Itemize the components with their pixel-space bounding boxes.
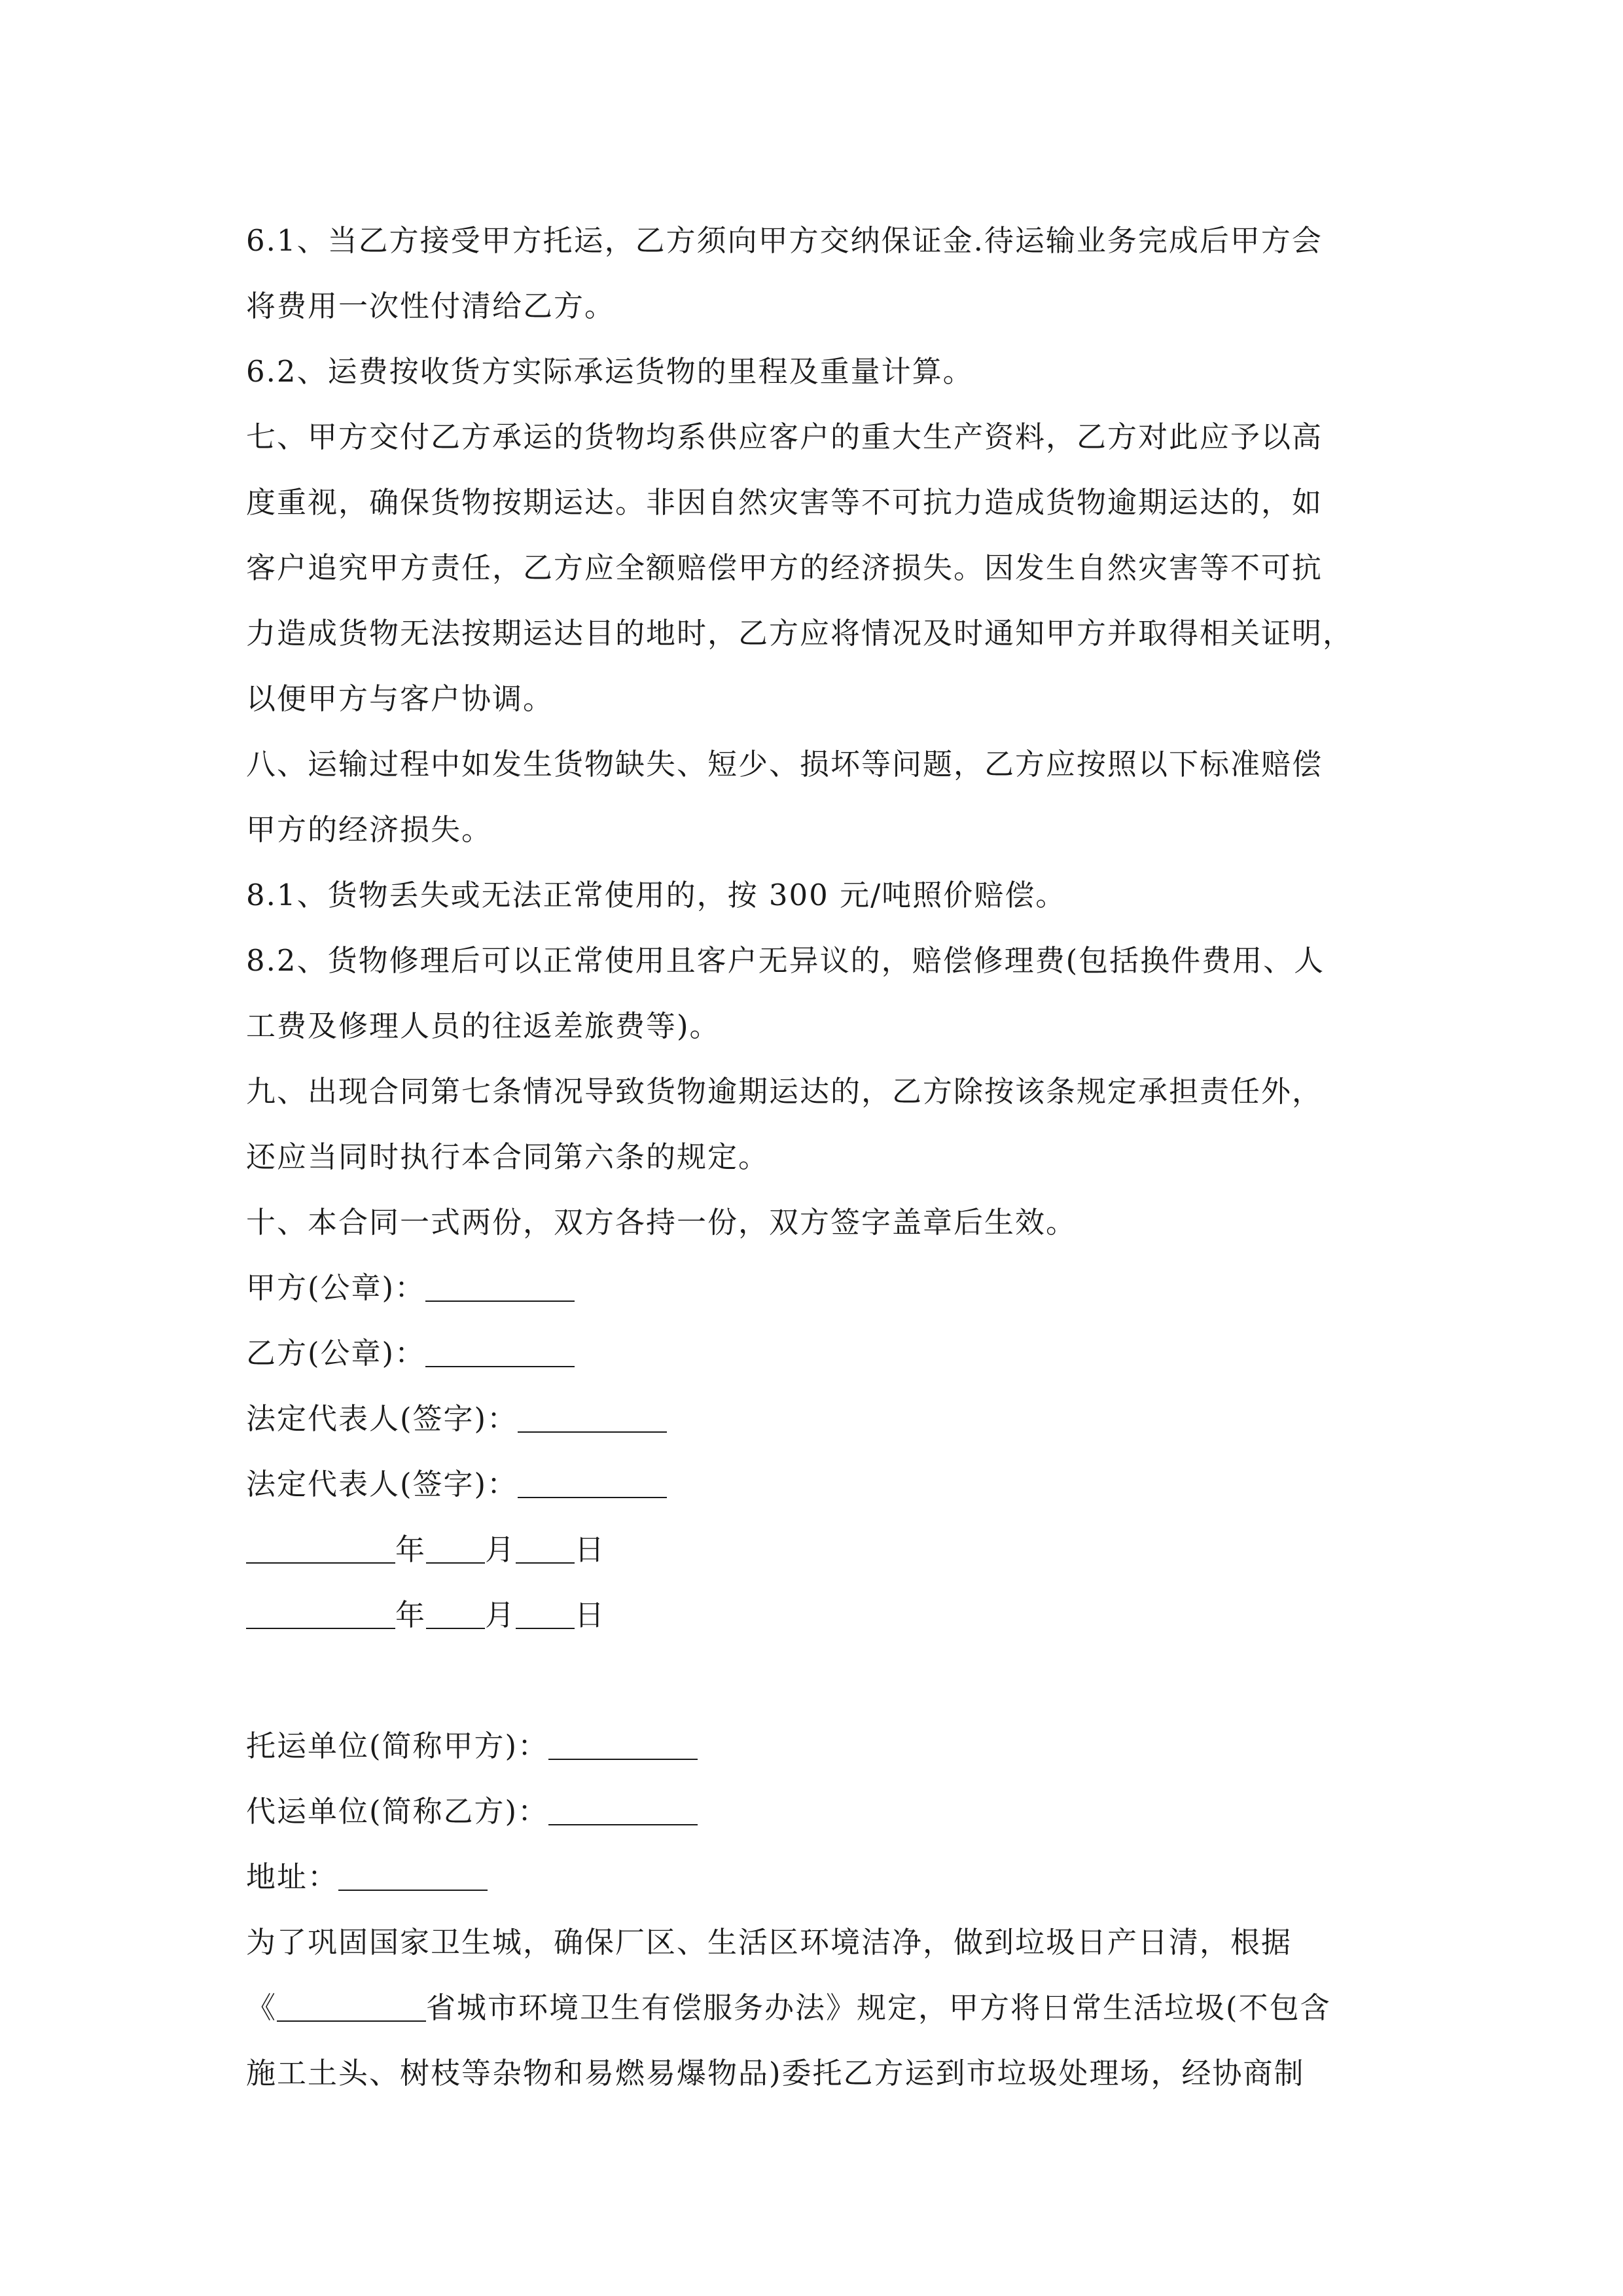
day-label: 日	[575, 1598, 606, 1632]
text-line: 客户追究甲方责任，乙方应全额赔偿甲方的经济损失。因发生自然灾害等不可抗	[246, 550, 1323, 585]
date-line-2	[246, 1583, 1398, 1648]
text-line: 力造成货物无法按期运达目的地时，乙方应将情况及时通知甲方并取得相关证明，	[246, 616, 1354, 651]
consignor-label: 托运单位(简称甲方)：	[246, 1729, 549, 1763]
text-line: 九、出现合同第七条情况导致货物逾期运达的，乙方除按该条规定承担责任外，	[246, 1074, 1323, 1109]
text-line: 甲方的经济损失。	[246, 812, 493, 847]
text-line: 还应当同时执行本合同第六条的规定。	[246, 1139, 770, 1174]
document-body	[246, 208, 1398, 2106]
legal-rep-label-2: 法定代表人(签字)：	[246, 1467, 518, 1501]
month-blank[interactable]	[426, 1599, 485, 1629]
address-blank[interactable]	[338, 1861, 488, 1891]
party-a-seal-blank[interactable]	[425, 1272, 575, 1302]
party-b-seal-label: 乙方(公章)：	[246, 1336, 426, 1371]
text-line: 施工土头、树枝等杂物和易燃易爆物品)委托乙方运到市垃圾处理场，经协商制	[246, 2056, 1305, 2090]
address-line	[246, 1844, 1398, 1910]
intro-prefix: 《	[246, 1990, 277, 2025]
carrier-line	[246, 1779, 1398, 1844]
party-b-seal-line	[246, 1321, 1398, 1386]
month-blank[interactable]	[426, 1534, 485, 1564]
text-line: 8.1、货物丢失或无法正常使用的，按 300 元/吨照价赔偿。	[246, 878, 1067, 912]
text-line: 度重视，确保货物按期运达。非因自然灾害等不可抗力造成货物逾期运达的，如	[246, 485, 1323, 520]
intro-suffix: 省城市环境卫生有偿服务办法》规定，甲方将日常生活垃圾(不包含	[426, 1990, 1331, 2025]
text-line: 8.2、货物修理后可以正常使用且客户无异议的，赔偿修理费(包括换件费用、人	[246, 943, 1325, 978]
year-label: 年	[395, 1598, 427, 1632]
day-label: 日	[575, 1532, 606, 1567]
carrier-label: 代运单位(简称乙方)：	[246, 1794, 549, 1829]
legal-rep-label-1: 法定代表人(签字)：	[246, 1401, 518, 1436]
day-blank[interactable]	[516, 1534, 575, 1564]
section-gap	[246, 1648, 1398, 1713]
text-line: 6.2、运费按收货方实际承运货物的里程及重量计算。	[246, 354, 974, 389]
text-line: 八、运输过程中如发生货物缺失、短少、损坏等问题，乙方应按照以下标准赔偿	[246, 747, 1323, 781]
text-line: 以便甲方与客户协调。	[246, 681, 554, 716]
carrier-blank[interactable]	[548, 1795, 698, 1825]
consignor-blank[interactable]	[548, 1730, 698, 1760]
text-line: 七、甲方交付乙方承运的货物均系供应客户的重大生产资料，乙方对此应予以高	[246, 420, 1323, 454]
year-blank[interactable]	[246, 1599, 395, 1629]
date-line-1	[246, 1517, 1398, 1583]
legal-rep-line-1	[246, 1386, 1398, 1452]
intro-line-2	[246, 1975, 1398, 2041]
address-label: 地址：	[246, 1859, 339, 1894]
text-line: 十、本合同一式两份，双方各持一份，双方签字盖章后生效。	[246, 1205, 1077, 1240]
legal-rep-line-2	[246, 1452, 1398, 1517]
month-label: 月	[485, 1532, 516, 1567]
month-label: 月	[485, 1598, 516, 1632]
legal-rep-blank-1[interactable]	[518, 1403, 667, 1433]
year-blank[interactable]	[246, 1534, 395, 1564]
consignor-line	[246, 1713, 1398, 1779]
party-b-seal-blank[interactable]	[425, 1337, 575, 1367]
text-line: 6.1、当乙方接受甲方托运，乙方须向甲方交纳保证金.待运输业务完成后甲方会	[246, 223, 1323, 258]
party-a-seal-label: 甲方(公章)：	[246, 1270, 426, 1305]
text-line: 将费用一次性付清给乙方。	[246, 289, 616, 323]
text-line: 为了巩固国家卫生城，确保厂区、生活区环境洁净，做到垃圾日产日清，根据	[246, 1925, 1293, 1960]
legal-rep-blank-2[interactable]	[518, 1468, 667, 1498]
day-blank[interactable]	[516, 1599, 575, 1629]
year-label: 年	[395, 1532, 427, 1567]
text-line: 工费及修理人员的往返差旅费等)。	[246, 1009, 721, 1043]
party-a-seal-line	[246, 1255, 1398, 1321]
province-blank[interactable]	[277, 1992, 426, 2022]
